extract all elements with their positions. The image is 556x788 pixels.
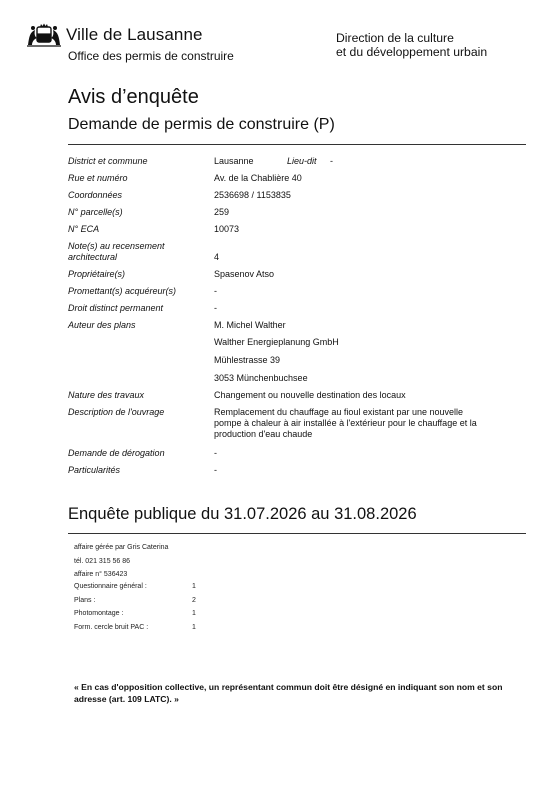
label-coordonnees: Coordonnées (68, 190, 123, 200)
divider-top (68, 144, 526, 145)
document-count: 1 (192, 583, 196, 590)
direction-name (336, 31, 487, 59)
value-auteur-city: 3053 Münchenbuchsee (214, 373, 308, 383)
divider-enquete (68, 533, 526, 534)
label-eca: N° ECA (68, 224, 100, 234)
value-coordonnees: 2536698 / 1153835 (214, 190, 291, 200)
value-auteur-name: M. Michel Walther (214, 320, 286, 330)
value-note: 4 (214, 252, 220, 262)
document-label: Questionnaire général : (74, 583, 147, 590)
label-promettant: Promettant(s) acquéreur(s) (68, 286, 177, 296)
label-particularites: Particularités (68, 465, 121, 475)
direction-line-1: Direction de la culture (336, 31, 454, 45)
value-auteur-company: Walther Energieplanung GmbH (214, 337, 339, 347)
direction-line-2: et du développement urbain (336, 45, 488, 59)
document-label: Form. cercle bruit PAC : (74, 624, 149, 631)
value-district: Lausanne (214, 156, 254, 166)
page-subtitle: Demande de permis de construire (P) (68, 116, 335, 133)
page-title: Avis d’enquête (68, 86, 199, 108)
value-droit-distinct: - (214, 303, 217, 313)
value-derogation: - (214, 448, 217, 458)
label-droit-distinct: Droit distinct permanent (68, 303, 164, 313)
label-lieu-dit: Lieu-dit (287, 156, 317, 166)
label-note-line-2: architectural (68, 252, 118, 262)
document-label: Plans : (74, 597, 96, 604)
value-lieu-dit: - (330, 156, 333, 166)
label-auteur-plans: Auteur des plans (68, 320, 136, 330)
value-auteur-street: Mühlestrasse 39 (214, 355, 281, 365)
value-eca: 10073 (214, 224, 240, 234)
label-proprietaire: Propriétaire(s) (68, 269, 126, 279)
label-description: Description de l'ouvrage (68, 407, 165, 417)
page-header (26, 22, 530, 66)
value-nature-travaux: Changement ou nouvelle destination des locaux (214, 390, 406, 400)
value-proprietaire: Spasenov Atso (214, 269, 275, 279)
contact-affaire-geree: affaire gérée par Gris Caterina (74, 544, 169, 551)
document-label: Photomontage : (74, 610, 124, 617)
enquete-publique-title: Enquête publique du 31.07.2026 au 31.08.2026 (68, 505, 417, 523)
value-description-line-2: pompe à chaleur à air installée à l'extérieur pour le chauffage et la (214, 418, 477, 428)
opposition-notice: « En cas d'opposition collective, un représentant commun doit être désigné en indiquant son nom et son adresse (art. 109 LATC). » (74, 682, 503, 704)
value-particularites: - (214, 465, 217, 475)
contact-telephone: tél. 021 315 56 86 (74, 558, 131, 565)
value-description-line-3: production d'eau chaude (214, 429, 313, 439)
value-promettant: - (214, 286, 217, 296)
label-district: District et commune (68, 156, 148, 166)
document-count: 1 (192, 624, 196, 631)
label-rue: Rue et numéro (68, 173, 128, 183)
value-rue: Av. de la Chablière 40 (214, 173, 302, 183)
value-description-line-1: Remplacement du chauffage au fioul existant par une nouvelle (214, 407, 463, 417)
label-note-line-1: Note(s) au recensement (68, 241, 165, 251)
document-count: 2 (192, 597, 196, 604)
lausanne-coat-of-arms-logo (26, 23, 62, 47)
contact-affaire-number: affaire n° 536423 (74, 571, 128, 578)
office-name: Office des permis de construire (68, 49, 234, 63)
value-parcelle: 259 (214, 207, 230, 217)
label-parcelle: N° parcelle(s) (68, 207, 123, 217)
city-name: Ville de Lausanne (66, 25, 203, 44)
document-count: 1 (192, 610, 196, 617)
label-nature-travaux: Nature des travaux (68, 390, 145, 400)
label-derogation: Demande de dérogation (68, 448, 165, 458)
